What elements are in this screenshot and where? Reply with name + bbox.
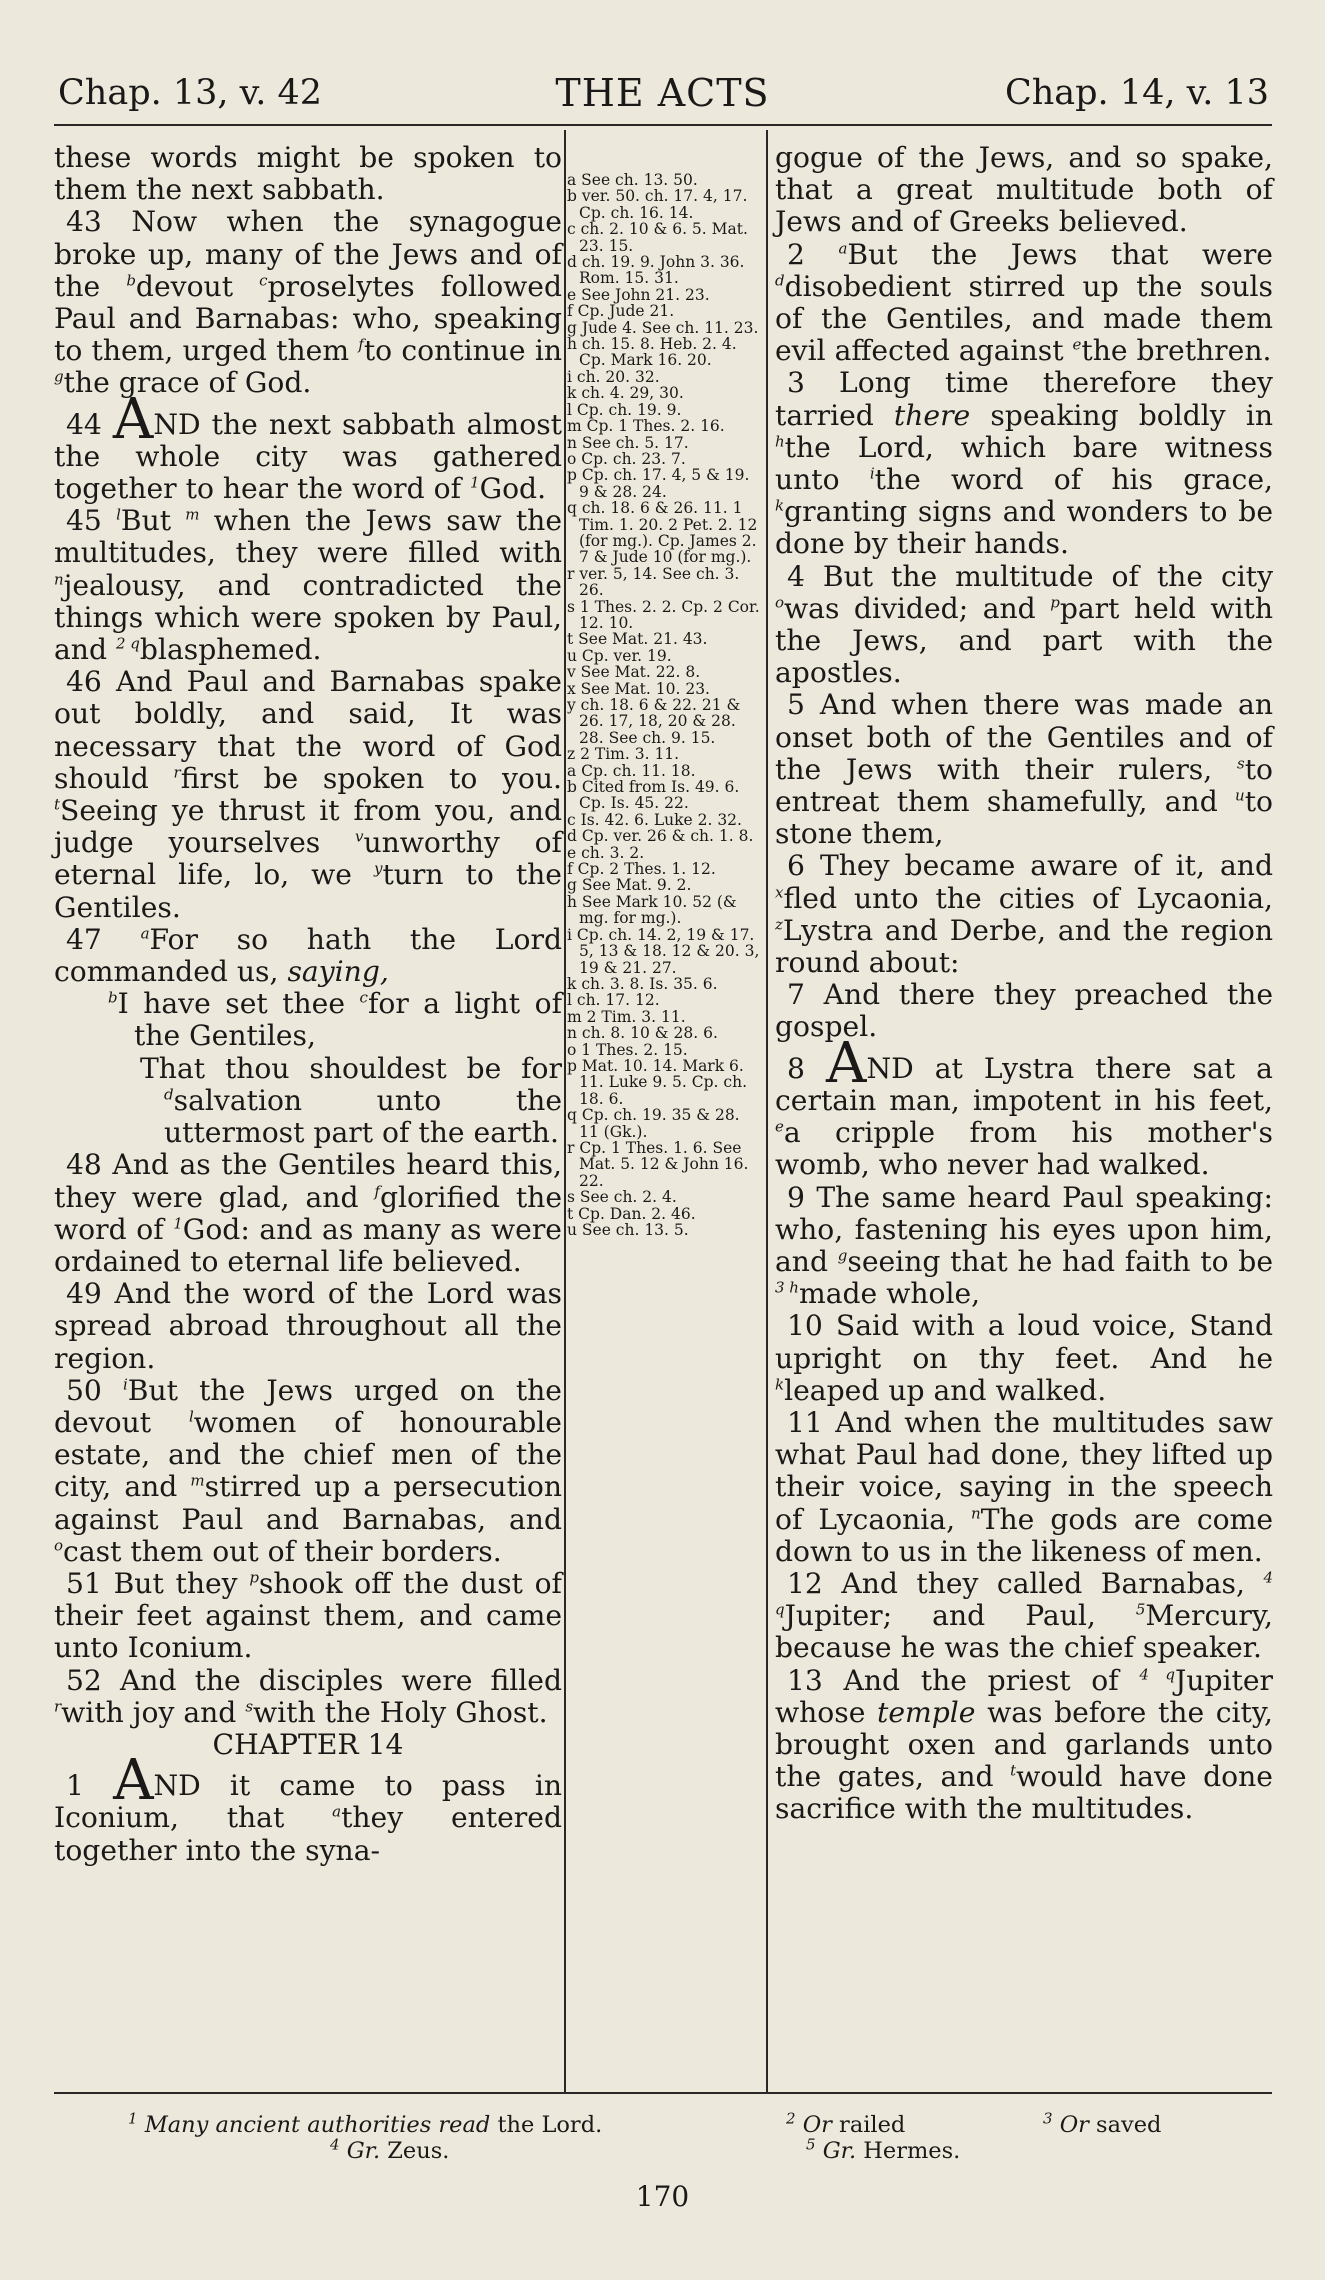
verse-text: For so hath the Lord commanded us,	[54, 922, 562, 989]
verse-text: But the Jews that were	[847, 237, 1273, 271]
reference-marker: 4 q	[775, 1568, 1273, 1619]
footnote-1	[128, 2109, 603, 2138]
verse-paragraph	[775, 1407, 1273, 1568]
verse-text: the word of his grace,	[874, 463, 1273, 497]
reference-marker: z	[775, 915, 783, 934]
verse-text: would have done sacrifice with the multitudes.	[775, 1760, 1273, 1826]
reference-marker: b	[108, 988, 118, 1007]
verse-text: Seeing ye thrust it from you, and judge yourselves	[54, 794, 562, 860]
reference-marker: r	[54, 1697, 62, 1716]
cross-reference: m Cp. 1 Thes. 2. 16.	[567, 417, 725, 436]
verse-text: God.	[479, 472, 547, 506]
footnote-text: railed	[831, 2112, 906, 2138]
reference-marker: p	[249, 1568, 259, 1587]
running-head-title: THE ACTS	[555, 71, 770, 115]
verse-paragraph	[54, 142, 562, 206]
footnote-text: saved	[1088, 2112, 1162, 2138]
page-number: 170	[635, 2180, 690, 2213]
left-text-column	[54, 142, 562, 1867]
column-rule-right	[766, 130, 768, 2092]
verse-text: 47	[66, 922, 141, 956]
verse-text: to entreat them shamefully, and	[775, 752, 1273, 819]
verse-text: 5 And when there was made an onset both of the Gentiles and of the Jews with their rulers,	[775, 688, 1273, 786]
verse-text: leaped up and walked.	[784, 1373, 1107, 1407]
footnote-3	[1043, 2109, 1162, 2138]
verse-text: ND the next sabbath almost the whole city was gathered together to hear the word of	[54, 407, 562, 506]
verse-text: devout	[135, 269, 260, 303]
reference-marker: 4 q	[1139, 1665, 1176, 1684]
reference-marker: t	[1010, 1761, 1017, 1780]
italic-word: temple	[877, 1695, 976, 1729]
verse-text: 49 And the word of the Lord was spread abroad throughout all the region.	[54, 1277, 562, 1375]
italic-word: there	[893, 398, 971, 432]
reference-marker: n	[54, 570, 64, 589]
verse-paragraph	[54, 988, 562, 1052]
cross-reference: i ch. 20. 32.	[567, 367, 660, 386]
reference-marker: i	[122, 1375, 128, 1394]
verse-paragraph	[54, 386, 562, 506]
cross-reference: u See ch. 13. 5.	[567, 1221, 689, 1239]
verse-paragraph	[54, 505, 562, 666]
verse-paragraph	[54, 666, 562, 924]
verse-text: 2	[787, 237, 839, 271]
verse-text: 7 And there they preached the gospel.	[775, 978, 1273, 1044]
verse-paragraph	[54, 206, 562, 399]
cross-reference: b ver. 50. ch. 17. 4, 17. Cp. ch. 16. 14.	[567, 187, 748, 222]
verse-text: 4 But the multitude of the city	[787, 559, 1273, 593]
verse-text: 45	[66, 504, 117, 538]
reference-marker: b	[126, 271, 136, 290]
reference-marker: a	[140, 924, 150, 943]
cross-reference: r Cp. 1 Thes. 1. 6. See Mat. 5. 12 & John 16. 22.	[567, 1138, 749, 1190]
verse-text: 13 And the priest of	[787, 1663, 1140, 1697]
verse-text: stirred up a persecution against Paul and Barnabas, and	[54, 1470, 562, 1536]
cross-reference: a Cp. ch. 11. 18.	[567, 761, 696, 780]
verse-text: speaking boldly in	[970, 398, 1273, 432]
verse-text: first be spoken to you.	[180, 761, 562, 795]
verse-text: 43 Now when the synagogue broke up, many of the Jews and of the	[54, 205, 562, 303]
footnote-italic: Gr.	[346, 2138, 381, 2164]
verse-text: part held with the Jews, and part with the apostles.	[775, 591, 1274, 690]
reference-marker: n	[971, 1504, 981, 1523]
reference-marker: m	[190, 1471, 205, 1490]
footnote-italic: Gr.	[822, 2138, 857, 2164]
verse-paragraph	[54, 1053, 562, 1150]
verse-text: 46 And Paul and Barnabas spake out boldly, and said, It was necessary that the word of God should	[54, 665, 562, 795]
cross-reference: n ch. 8. 10 & 28. 6.	[567, 1024, 718, 1043]
cross-reference: e See John 21. 23.	[567, 285, 710, 304]
verse-paragraph	[775, 1665, 1273, 1826]
footnote-text: the Lord.	[490, 2112, 603, 2138]
cross-reference: o 1 Thes. 2. 15.	[567, 1040, 688, 1059]
verse-paragraph	[54, 1375, 562, 1568]
cross-reference: d ch. 19. 9. John 3. 36. Rom. 15. 31.	[567, 253, 745, 288]
cross-reference: v See Mat. 22. 8.	[567, 663, 701, 682]
drop-capital: A	[825, 1030, 867, 1096]
cross-reference: k ch. 4. 29, 30.	[567, 384, 684, 403]
reference-marker: t	[54, 795, 61, 814]
cross-reference: h See Mark 10. 52 (& mg. for mg.).	[567, 892, 737, 928]
verse-text: granting signs and wonders to be done by their hands.	[775, 495, 1273, 561]
cross-reference: u Cp. ver. 19.	[567, 646, 672, 665]
footnote-text: Zeus.	[380, 2138, 450, 2164]
verse-paragraph	[775, 850, 1273, 979]
footnote-marker: 3	[1043, 2109, 1053, 2128]
cross-reference: b Cited from Is. 49. 6. Cp. Is. 45. 22.	[567, 778, 740, 813]
verse-text: salvation unto the uttermost part of the earth.	[164, 1083, 562, 1150]
verse-text: these words might be spoken to them the next sabbath.	[54, 141, 562, 207]
cross-reference: m 2 Tim. 3. 11.	[567, 1007, 686, 1026]
reference-marker: x	[775, 883, 784, 902]
footnote-marker: 1	[128, 2109, 138, 2128]
cross-reference: q Cp. ch. 19. 35 & 28. 11 (Gk.).	[567, 1106, 740, 1141]
footnote-5	[806, 2135, 961, 2164]
footnote-marker: 5	[806, 2135, 816, 2154]
verse-text: unworthy of eternal life, lo, we	[54, 826, 562, 892]
reference-marker: s	[1236, 754, 1245, 773]
verse-paragraph	[775, 1182, 1273, 1311]
verse-text: I have set thee	[117, 987, 360, 1021]
reference-marker: o	[54, 1536, 64, 1555]
verse-text: ND it came to pass in Iconium, that	[54, 1769, 562, 1835]
footnote-italic: Many ancient authorities read	[144, 2112, 491, 2138]
header-rule	[54, 124, 1272, 126]
reference-marker: 2 q	[115, 634, 140, 653]
reference-marker: l	[116, 505, 121, 524]
reference-marker: i	[869, 464, 875, 483]
cross-reference: g Jude 4. See ch. 11. 23.	[567, 318, 759, 337]
reference-marker: p	[1050, 593, 1060, 612]
verse-text: a cripple from his mother's womb, who never had walked.	[775, 1116, 1273, 1182]
verse-paragraph	[54, 1568, 562, 1665]
verse-text: 9 The same heard Paul speaking: who, fastening his eyes upon him, and	[775, 1180, 1273, 1278]
reference-marker: a	[332, 1802, 342, 1821]
reference-marker: k	[775, 1375, 785, 1394]
verse-text: was divided; and	[784, 591, 1051, 625]
running-head-left: Chap. 13, v. 42	[58, 73, 323, 113]
cross-reference: c Is. 42. 6. Luke 2. 32.	[567, 810, 742, 829]
cross-reference: k ch. 3. 8. Is. 35. 6.	[567, 974, 718, 993]
reference-marker: f	[374, 1182, 380, 1201]
reference-marker: g	[837, 1246, 848, 1265]
verse-text: cast them out of their borders.	[63, 1534, 502, 1568]
footnote-marker: 2	[786, 2109, 796, 2128]
cross-reference: p Cp. ch. 17. 4, 5 & 19. 9 & 28. 24.	[567, 466, 750, 501]
verse-text: shook off the dust of their feet against them, and came unto Iconium.	[54, 1566, 562, 1665]
reference-marker: d	[164, 1085, 174, 1104]
cross-reference: s See ch. 2. 4.	[567, 1188, 677, 1207]
cross-reference: t Cp. Dan. 2. 46.	[567, 1204, 696, 1223]
verse-text: 6 They became aware of it, and	[787, 849, 1273, 883]
verse-text: 48 And as the Gentiles heard this, they were glad, and	[54, 1148, 562, 1214]
verse-text: God: and as many as were ordained to eternal life believed.	[54, 1212, 562, 1278]
cross-reference: c ch. 2. 10 & 6. 5. Mat. 23. 15.	[567, 220, 748, 255]
verse-text: Jupiter whose	[775, 1663, 1274, 1729]
cross-reference: n See ch. 5. 17.	[567, 433, 689, 452]
verse-paragraph	[54, 1149, 562, 1278]
reference-marker: e	[775, 1117, 784, 1136]
verse-text: 3 Long time therefore they tarried	[775, 366, 1273, 432]
verse-text: with the Holy Ghost.	[253, 1695, 548, 1729]
drop-capital: A	[112, 386, 154, 452]
right-text-column	[775, 142, 1273, 1826]
cross-reference: a See ch. 13. 50.	[567, 171, 698, 189]
reference-marker: c	[259, 271, 268, 290]
verse-text: glorified the word of	[54, 1180, 563, 1246]
verse-text: 12 And they called Barnabas,	[787, 1566, 1264, 1600]
cross-reference: x See Mat. 10. 23.	[567, 679, 710, 698]
verse-text: 11 And when the multitudes saw what Paul had done, they lifted up their voice, saying in the speech of Lycaonia,	[775, 1405, 1273, 1536]
cross-reference: g See Mat. 9. 2.	[567, 876, 692, 895]
footnote-4	[330, 2135, 450, 2164]
cross-reference: f Cp. 2 Thes. 1. 12.	[567, 860, 716, 879]
verse-text: women of honourable estate, and the chief men of the city, and	[54, 1405, 562, 1504]
verse-text: But the Jews urged on the devout	[54, 1373, 562, 1439]
verse-paragraph	[54, 1665, 562, 1729]
footnote-text: Hermes.	[856, 2138, 961, 2164]
cross-reference-column	[567, 172, 762, 1238]
cross-reference: f Cp. Jude 21.	[567, 302, 675, 321]
cross-reference: d Cp. ver. 26 & ch. 1. 8.	[567, 827, 754, 846]
reference-marker: r	[173, 763, 181, 782]
verse-text: 10 Said with a loud voice, Stand upright on thy feet. And he	[775, 1309, 1273, 1375]
cross-reference: p Mat. 10. 14. Mark 6. 11. Luke 9. 5. Cp. ch. 18. 6.	[567, 1056, 748, 1108]
reference-marker: f	[358, 335, 364, 354]
verse-paragraph	[54, 924, 562, 988]
verse-text: The gods are come down to us in the likeness of men.	[775, 1502, 1273, 1568]
verse-text: Jupiter; and Paul,	[784, 1599, 1136, 1633]
verse-text: to stone them,	[775, 785, 1273, 851]
cross-reference: l Cp. ch. 19. 9.	[567, 400, 682, 419]
verse-paragraph	[775, 689, 1273, 850]
verse-text: was before the city, brought oxen and garlands unto the gates, and	[775, 1695, 1273, 1794]
reference-marker: u	[1235, 786, 1245, 805]
verse-text: to continue in	[363, 334, 562, 368]
verse-text: made whole,	[798, 1277, 981, 1311]
verse-text: ND at Lystra there sat a certain man, impotent in his feet,	[775, 1051, 1273, 1117]
reference-marker: s	[245, 1697, 254, 1716]
verse-text: 50	[66, 1373, 123, 1407]
italic-word: saying,	[287, 955, 389, 989]
footnote-rule	[54, 2092, 1272, 2094]
footnote-2	[786, 2109, 906, 2138]
cross-reference: i Cp. ch. 14. 2, 19 & 17. 5, 13 & 18. 12 & 20. 3, 19 & 21. 27.	[567, 925, 760, 977]
reference-marker: g	[54, 368, 64, 387]
verse-text: the grace of God.	[63, 366, 312, 400]
verse-text: blasphemed.	[139, 633, 322, 667]
cross-reference: s 1 Thes. 2. 2. Cp. 2 Cor. 12. 10.	[567, 597, 760, 632]
verse-paragraph	[54, 1748, 563, 1867]
footnote-italic: Or	[802, 2112, 832, 2138]
cross-reference: r ver. 5, 14. See ch. 3. 26.	[567, 564, 740, 600]
reference-marker: o	[775, 593, 785, 612]
verse-text: when the Jews saw the multitudes, they were filled with	[54, 504, 562, 570]
cross-reference: y ch. 18. 6 & 22. 21 & 26. 17, 18, 20 & 28. 28. See ch. 9. 15.	[567, 696, 741, 747]
verse-text: turn to the Gentiles.	[54, 858, 562, 924]
verse-text: proselytes followed Paul and Barnabas: who, speaking to them, urged them	[54, 269, 563, 368]
reference-marker: 3 h	[775, 1278, 799, 1297]
reference-marker: v	[355, 827, 364, 846]
cross-reference: l ch. 17. 12.	[567, 991, 660, 1010]
cross-reference: t See Mat. 21. 43.	[567, 630, 708, 649]
reference-marker: k	[775, 496, 785, 515]
verse-text: 44	[66, 407, 113, 441]
verse-text: That thou shouldest be for	[140, 1051, 562, 1085]
reference-marker: d	[775, 271, 785, 290]
verse-text: jealousy, and contradicted the things which were spoken by Paul, and	[54, 568, 562, 667]
reference-marker: 1	[173, 1214, 183, 1233]
verse-text: the brethren.	[1081, 334, 1272, 368]
verse-paragraph	[775, 239, 1273, 368]
footnote-italic: Or	[1059, 2112, 1089, 2138]
verse-paragraph	[775, 1030, 1273, 1182]
running-head-right: Chap. 14, v. 13	[1004, 73, 1269, 113]
reference-marker: 1	[470, 473, 480, 492]
cross-reference: q ch. 18. 6 & 26. 11. 1 Tim. 1. 20. 2 Pet. 2. 12 (for mg.). Cp. James 2. 7 & Jude 10 (for mg.).	[567, 499, 758, 567]
verse-text: gogue of the Jews, and so spake, that a great multitude both of Jews and of Greeks believed.	[775, 141, 1273, 239]
verse-paragraph	[54, 1278, 562, 1375]
reference-marker: c	[359, 988, 368, 1007]
cross-reference: o Cp. ch. 23. 7.	[567, 449, 686, 468]
verse-text: disobedient stirred up the souls of the Gentiles, and made them evil affected against	[775, 269, 1273, 368]
verse-text: for a light of the Gentiles,	[134, 987, 562, 1053]
verse-text: Mercury, because he was the chief speaker.	[775, 1599, 1273, 1665]
reference-marker: h	[775, 432, 785, 451]
verse-text: 8	[787, 1051, 826, 1085]
verse-paragraph	[775, 367, 1273, 560]
verse-text: Lystra and Derbe, and the region round about:	[775, 913, 1273, 980]
verse-text: 52 And the disciples were filled	[66, 1663, 562, 1697]
verse-paragraph	[775, 1568, 1273, 1665]
verse-text: they entered together into the syna-	[54, 1801, 563, 1867]
verse-text: with joy and	[61, 1695, 246, 1729]
verse-paragraph	[775, 142, 1273, 239]
reference-marker: l	[188, 1407, 194, 1426]
reference-marker: e	[1072, 335, 1082, 354]
verse-text: But	[120, 504, 186, 538]
column-rule-left	[564, 130, 566, 2092]
reference-marker: y	[373, 860, 383, 879]
verse-text: fled unto the cities of Lycaonia,	[783, 881, 1273, 915]
verse-text: the Lord, which bare witness unto	[775, 430, 1273, 497]
cross-reference: h ch. 15. 8. Heb. 2. 4. Cp. Mark 16. 20.	[567, 335, 737, 370]
drop-capital: A	[113, 1748, 154, 1814]
reference-marker: 5	[1135, 1600, 1146, 1619]
verse-text: CHAPTER 14	[212, 1727, 404, 1761]
reference-marker: m	[185, 505, 200, 524]
footnote-marker: 4	[330, 2135, 340, 2154]
cross-reference: e ch. 3. 2.	[567, 843, 645, 862]
verse-text: 1	[66, 1769, 114, 1803]
reference-marker: a	[838, 239, 848, 258]
verse-paragraph	[775, 1310, 1273, 1407]
verse-text: 51 But they	[66, 1566, 250, 1600]
verse-text: seeing that he had faith to be	[847, 1244, 1274, 1278]
verse-paragraph	[775, 561, 1273, 690]
cross-reference: z 2 Tim. 3. 11.	[567, 745, 680, 764]
